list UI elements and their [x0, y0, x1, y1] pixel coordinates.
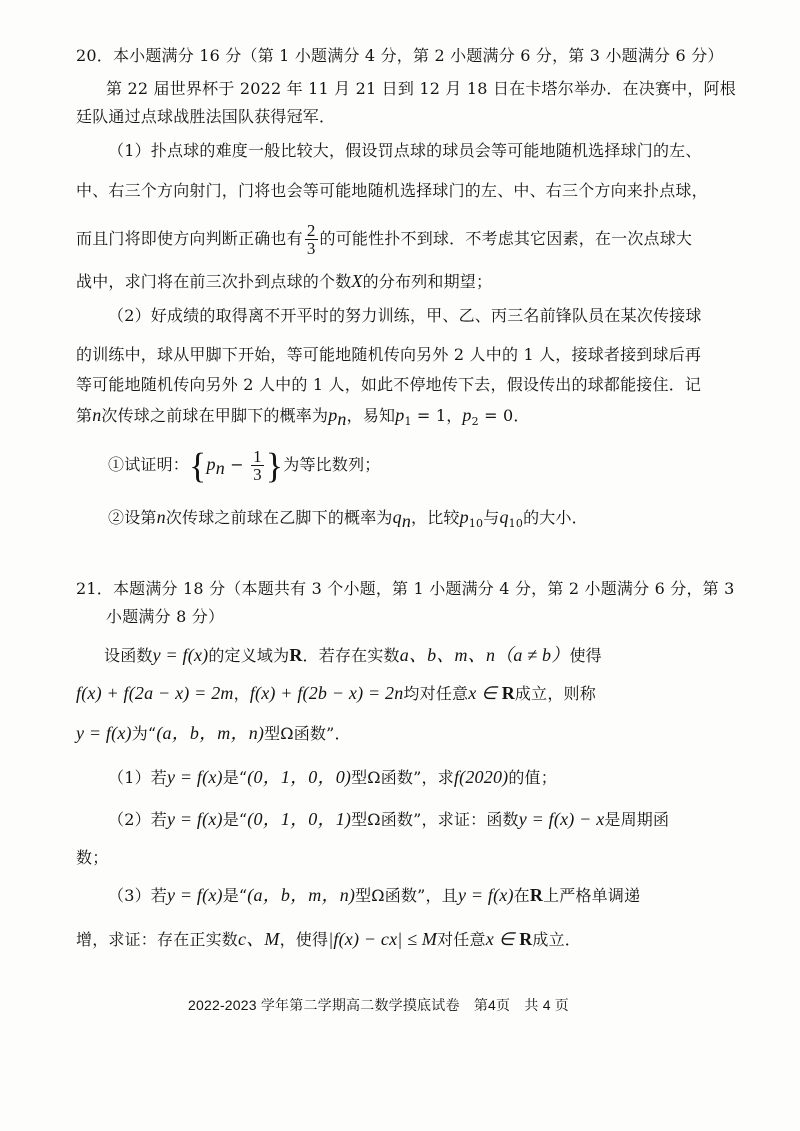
text: 而且门将即使方向判断正确也有 — [76, 229, 303, 248]
numerator: 2 — [306, 221, 316, 240]
q21-subpart-2-line-2: 数； — [76, 848, 109, 867]
variable-x-in: x ∈ — [468, 683, 502, 703]
q21-header-line-1: 21．本题满分 18 分（本题共有 3 个小题，第 1 小题满分 4 分，第 2 小题满分 6 分，第 3 — [76, 579, 735, 598]
q21-subpart-1 — [108, 766, 557, 789]
text: ，使得 — [279, 930, 329, 949]
function-y-fx: y = f(x) — [166, 767, 223, 787]
text: 增，求证：存在正实数 — [76, 930, 239, 949]
tuple: (0，1，0，1) — [247, 809, 352, 829]
subscript: n — [215, 458, 225, 479]
text: 的分布列和期望； — [362, 272, 493, 291]
tuple: (a，b，m，n) — [156, 723, 265, 743]
text: （1）若 — [108, 768, 167, 787]
text: ①试证明： — [108, 455, 190, 474]
text: 成立，则称 — [514, 684, 596, 703]
text: 的大小． — [523, 508, 588, 527]
q21-definition-line-1 — [104, 644, 602, 667]
text: 次传球之前球在甲脚下的概率为 — [101, 406, 329, 425]
text: 型Ω函数”，求 — [351, 768, 454, 787]
q20-subpart-2 — [108, 506, 588, 535]
q20-part1-line-2: 中、右三个方向射门，门将也会等可能地随机选择球门的左、中、右三个方向来扑点球， — [76, 181, 708, 200]
left-brace: { — [189, 445, 207, 486]
text: ， — [233, 684, 250, 703]
text: 第 — [76, 406, 93, 425]
text: 型Ω函数”，且 — [355, 886, 458, 905]
q21-definition-line-2 — [76, 682, 596, 705]
text: 与 — [483, 508, 500, 527]
text: 的定义域为 — [208, 646, 290, 665]
text: 对任意 — [437, 930, 486, 949]
q20-header: 20．本小题满分 16 分（第 1 小题满分 4 分，第 2 小题满分 6 分，第 3 小题满分 6 分） — [76, 46, 724, 65]
variable-x: X — [351, 271, 363, 291]
fraction-one-third — [251, 448, 264, 483]
text: 上严格单调递 — [543, 886, 641, 905]
function-y-fx: y = f(x) — [166, 809, 223, 829]
variables: c、M — [238, 929, 280, 949]
subscript: 10 — [508, 517, 524, 531]
page-footer: 2022-2023 学年第二学期高二数学摸底试卷 第4页 共 4 页 — [188, 997, 569, 1013]
variable-x-in: x ∈ — [485, 929, 520, 949]
q20-intro-line-1: 第 22 届世界杯于 2022 年 11 月 21 日到 12 月 18 日在卡塔尔举办．在决赛中，阿根 — [106, 79, 736, 98]
variable-p: p — [462, 405, 472, 425]
tuple: (a，b，m，n) — [247, 885, 356, 905]
q20-subpart-1 — [108, 445, 381, 486]
function-expression: y = f(x) − x — [518, 809, 605, 829]
text: 战中，求门将在前三次扑到点球的个数 — [76, 272, 352, 291]
text: （2）若 — [108, 810, 167, 829]
inequality: |f(x) − cx| ≤ M — [328, 929, 438, 949]
variable-q: q — [499, 507, 509, 527]
variable-p: p — [395, 405, 405, 425]
subscript: 10 — [468, 517, 484, 531]
text: 在 — [513, 886, 530, 905]
text: 为“ — [131, 724, 157, 743]
function-value: f(2020) — [453, 767, 509, 787]
text: ，比较 — [411, 508, 460, 527]
function-y-fx: y = f(x) — [152, 645, 209, 665]
minus-sign: − — [224, 455, 250, 474]
q20-part2-line-3: 等可能地随机传向另外 2 人中的 1 人，如此不停地传下去，假设传出的球都能接住．记 — [76, 375, 702, 394]
q21-subpart-3-line-1 — [108, 884, 640, 907]
text: 是“ — [222, 768, 248, 787]
function-y-fx: y = f(x) — [76, 723, 132, 743]
text: 是“ — [222, 810, 248, 829]
variable-n: n — [156, 507, 166, 527]
text: 的值； — [508, 768, 557, 787]
subscript: n — [401, 511, 412, 532]
real-numbers-symbol: R — [529, 885, 544, 905]
numerator: 1 — [253, 447, 262, 466]
subscript: 2 — [471, 415, 479, 429]
text: 均对任意 — [403, 684, 469, 703]
real-numbers-symbol: R — [289, 645, 303, 665]
text: 成立． — [532, 930, 581, 949]
text: 型Ω函数”，求证：函数 — [351, 810, 519, 829]
text: 的可能性扑不到球．不考虑其它因素，在一次点球大 — [319, 229, 693, 248]
subscript: 1 — [404, 415, 412, 429]
real-numbers-symbol: R — [501, 683, 515, 703]
text: （3）若 — [108, 886, 167, 905]
subscript: n — [337, 409, 347, 430]
tuple: (0，1，0，0) — [247, 767, 352, 787]
right-brace: } — [265, 445, 284, 486]
q20-part2-line-4 — [76, 404, 530, 433]
q21-definition-line-3 — [76, 722, 351, 745]
equation-2: f(x) + f(2b − x) = 2n — [249, 683, 404, 703]
denominator: 3 — [306, 239, 316, 258]
variables: a、b、m、n（a ≠ b） — [399, 645, 570, 665]
q20-part1-line-3 — [76, 222, 692, 257]
q21-subpart-2-line-1 — [108, 808, 669, 831]
q21-subpart-3-line-2 — [76, 928, 581, 951]
variable-p: p — [206, 454, 216, 474]
text: 是周期函 — [604, 810, 670, 829]
variable-n: n — [92, 405, 102, 425]
q21-header-line-2: 小题满分 8 分） — [106, 607, 225, 626]
fraction-two-thirds — [305, 222, 318, 257]
text: 使得 — [569, 646, 602, 665]
text: = 1， — [411, 406, 463, 425]
q20-part1-line-1: （1）扑点球的难度一般比较大，假设罚点球的球员会等可能地随机选择球门的左、 — [108, 141, 702, 160]
function-y-fx: y = f(x) — [457, 885, 514, 905]
text: ②设第 — [108, 508, 157, 527]
text: 是“ — [222, 886, 248, 905]
q20-intro-line-2: 廷队通过点球战胜法国队获得冠军． — [76, 107, 336, 126]
q20-part1-line-4 — [76, 270, 492, 293]
variable-p: p — [328, 405, 338, 425]
text: ．若存在实数 — [302, 646, 400, 665]
text: 次传球之前球在乙脚下的概率为 — [165, 508, 393, 527]
text: 型Ω函数”． — [264, 724, 351, 743]
equation-1: f(x) + f(2a − x) = 2m — [76, 683, 234, 703]
q20-part2-line-2: 的训练中，球从甲脚下开始，等可能地随机传向另外 2 人中的 1 人，接球者接到球后再 — [76, 345, 702, 364]
text: = 0． — [478, 406, 530, 425]
q20-part2-line-1: （2）好成绩的取得离不开平时的努力训练，甲、乙、丙三名前锋队员在某次传接球 — [108, 306, 702, 325]
function-y-fx: y = f(x) — [166, 885, 223, 905]
text: ，易知 — [346, 406, 396, 425]
variable-q: q — [392, 507, 402, 527]
denominator: 3 — [253, 465, 262, 484]
real-numbers-symbol: R — [519, 929, 533, 949]
text: 设函数 — [104, 646, 153, 665]
variable-p: p — [459, 507, 469, 527]
text: 为等比数列； — [283, 455, 381, 474]
